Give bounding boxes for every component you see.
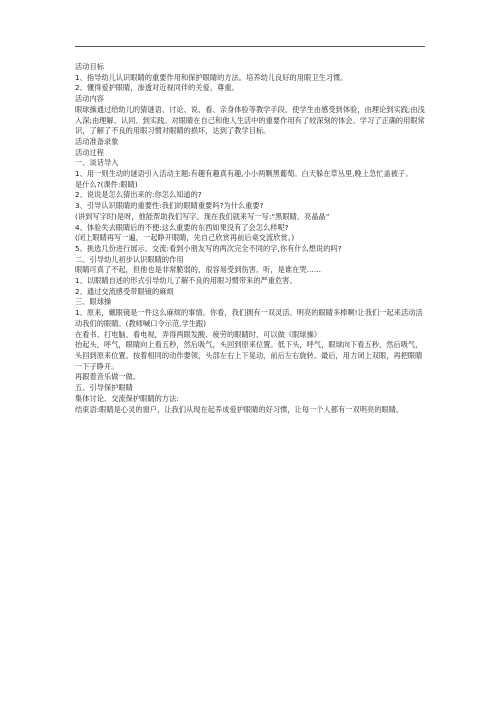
intro-note-closed-eyes: (闭上眼睛再写一遍，一起睁开眼睛，先自己欣赏再前后桌交流欣赏。): [75, 233, 295, 243]
exercise-item-1: 1、原来，戴眼镜是一件这么麻烦的事情。你看，我们拥有一双灵活、明亮的眼睛多棒啊!让我们一起来活动活动我们的眼睛。(教师喊口令示范,学生跟): [75, 308, 423, 328]
intro-item-4: 4、体验失去眼睛后的不便:这么重要的东西如果没有了会怎么样呢?: [75, 222, 289, 232]
step-heading-protect: 五、引导保护眼睛: [75, 383, 133, 393]
section-heading-goals: 活动目标: [75, 62, 104, 71]
section-heading-content: 活动内容: [75, 94, 104, 104]
document-body: [75, 62, 425, 415]
section-heading-preparation: 活动准备录象: [75, 136, 119, 146]
intro-note-writing: (讲到写字时)是呀，他能帮助我们写字。现在我们就来写一写:“黑眼睛，亮晶晶”: [75, 211, 330, 221]
exercise-music: 再跟着音乐做一做。: [75, 372, 141, 382]
understanding-item-1: 1、以眼睛自述的形式引导幼儿了解不良的用眼习惯带来的严重危害。: [75, 276, 297, 286]
protect-discussion: 集体讨论、交流保护眼睛的方法:: [75, 393, 179, 403]
exercise-intro: 在看书、打电脑、看电视，弄得两眼发酸、疲劳的眼睛时，可以做《眼球操》: [75, 329, 322, 339]
step-heading-eye-exercise: 三、眼球操: [75, 297, 112, 307]
goal-item-2: 2、懂得爱护眼睛，渗透对近视同伴的关爱、尊重。: [75, 83, 239, 93]
goal-item-1: 1、指导幼儿认识眼睛的重要作用和保护眼睛的方法。培养幼儿良好的用眼卫生习惯。: [75, 72, 348, 82]
understanding-paragraph: 眼睛可真了不起，但他也是非常脆弱的，很容易受到伤害。听，是谁在哭……: [75, 265, 322, 275]
section-heading-process: 活动过程: [75, 147, 104, 157]
closing-remarks: 结束语:眼睛是心灵的窗户，让我们从现在起养成爱护眼睛的好习惯，让每一个人都有一双明亮的眼睛。: [75, 404, 404, 414]
step-heading-intro: 一、谈话导入: [75, 158, 119, 168]
intro-item-5: 5、挑选几份进行展示、交流:看到小朋友写的两次完全不同的字,你有什么想说的吗?: [75, 243, 342, 253]
intro-item-2: 2、说说是怎么猜出来的:你怎么知道的?: [75, 190, 202, 200]
header-rule: [75, 46, 425, 47]
intro-item-1: 1、用一则生动的谜语引入活动主题:有趣有趣真有趣,小小两颗黑葡萄。白天躲在草丛里,晚上急忙盖被子。: [75, 169, 413, 179]
intro-item-3: 3、引导认识眼睛的重要性:我们的眼睛重要吗?为什么重要?: [75, 201, 264, 211]
intro-answer: 是什么?(课件:眼睛): [75, 179, 138, 189]
content-paragraph: 眼球操通过给幼儿的猜谜语、讨论、说、看、亲身体验等教学手段，使学生由感受到体验，由理论到实践;由浅入深;由理解、认同、到实践。对眼睛在自己和他人生活中的重要作用有了较深刻的体会。学习了正确的用眼常识，了解了不良的用眼习惯对眼睛的损坏，达到了教学目标。: [75, 104, 425, 136]
step-heading-understanding: 二、引导幼儿初步认识眼睛的作用: [75, 254, 184, 264]
exercise-instructions: 抬起头，呼气，眼睛向上看五秒，然后吸气，头回到原来位置。低下头，呼气，眼球向下看五秒，然后吸气，头回到原来位置。按着相同的动作要领，头部左右上下晃动，前后左右旋转。最后，用力闭上双眼，再把眼睛一下子睁开。: [75, 340, 423, 371]
understanding-item-2: 2、通过交流感受带眼镜的麻烦: [75, 286, 174, 296]
